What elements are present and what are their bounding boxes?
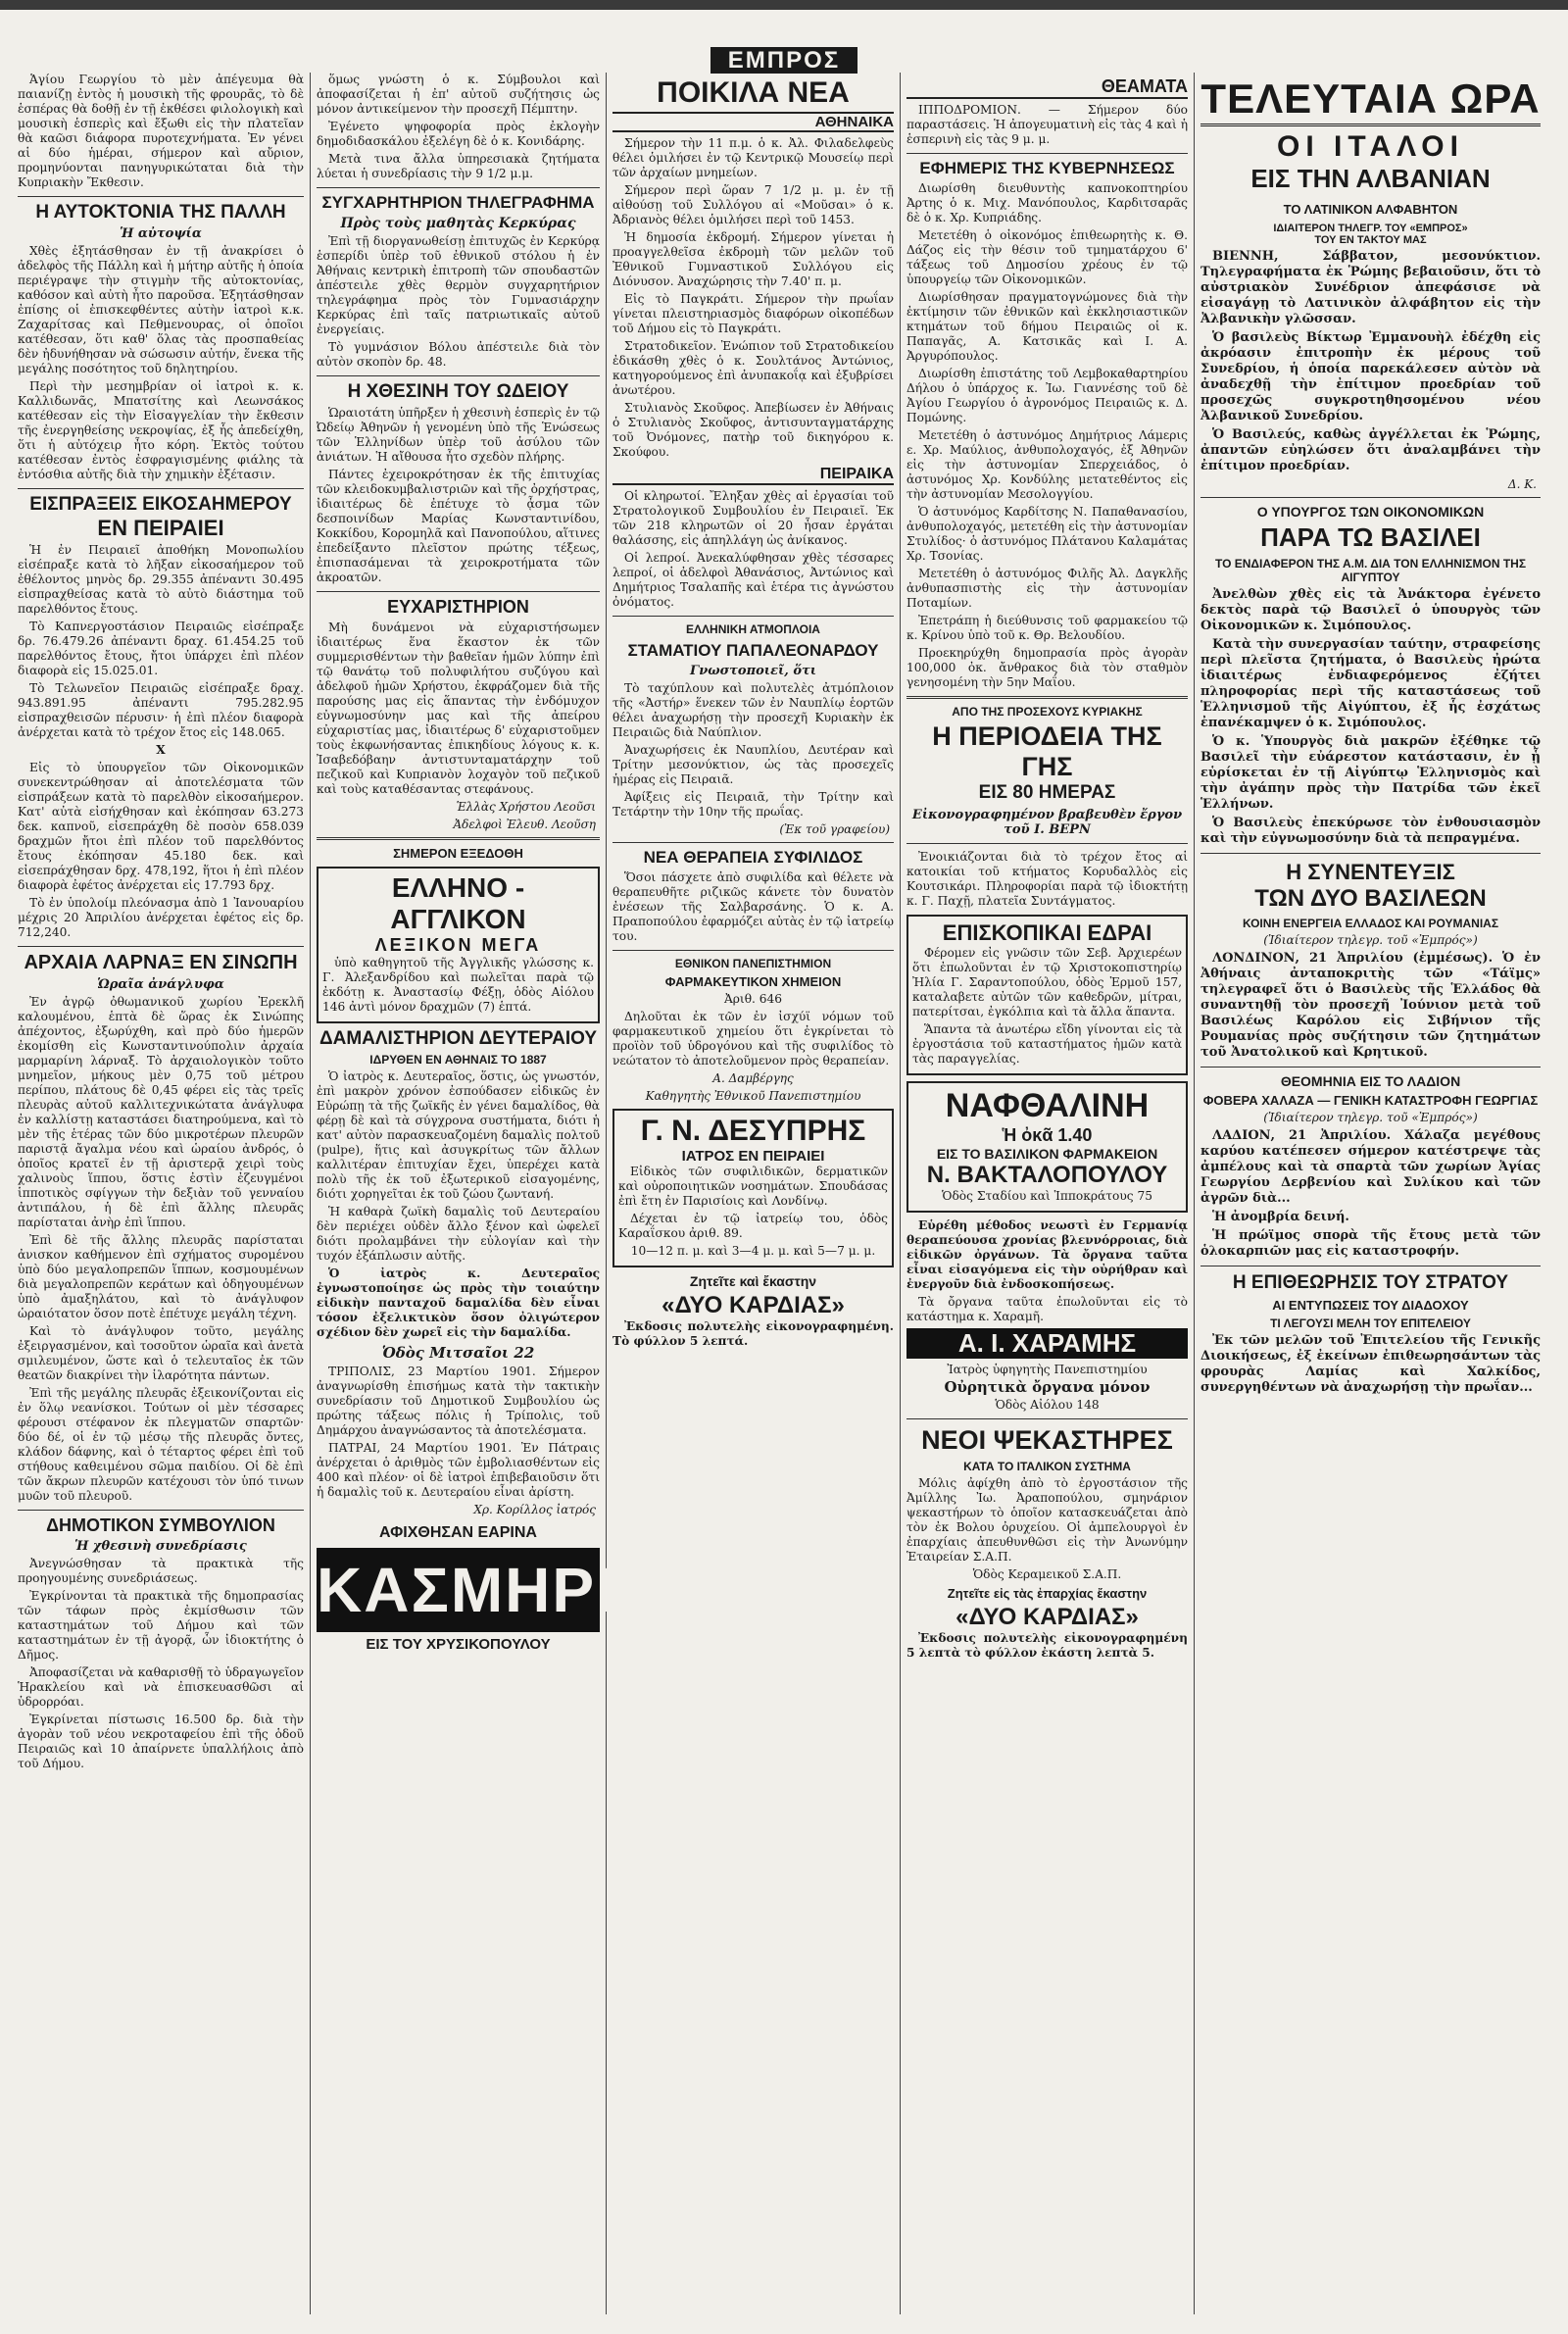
headline: ΔΑΜΑΛΙΣΤΗΡΙΟΝ ΔΕΥΤΕΡΑΙΟΥ bbox=[318, 1027, 598, 1049]
signature: Α. Δαμβέργης bbox=[712, 1070, 794, 1085]
ad-text: Οὐρητικὰ ὄργανα μόνον bbox=[944, 1377, 1151, 1396]
headline: ΦΑΡΜΑΚΕΥΤΙΚΟΝ ΧΗΜΕΙΟΝ bbox=[664, 973, 842, 989]
article-paragraph: Ὁ βασιλεὺς Βίκτωρ Ἐμμανουὴλ ἐδέχθη εἰς ἀκρόασιν ἐπιτροπὴν ἐκ μέρους τοῦ Συνεδρίου, ἡ ὁποία παρεκάλεσεν αὐτὸν νὰ ἀναδεχθῇ τὴν ἐπίτιμον προεδρίαν τοῦ προσεχῶς συγκροτηθησομένου νέου Ἀλβανικοῦ Συνεδρίου. bbox=[1200, 330, 1541, 423]
signature: Καθηγητὴς Ἐθνικοῦ Πανεπιστημίου bbox=[645, 1088, 861, 1103]
article-paragraph: Περὶ τὴν μεσημβρίαν οἱ ἰατροὶ κ. κ. Καλλιδωνᾶς, Μπατσίτης καὶ Λεωνσάκος κατέθεσαν εἰς τὴν Εἰσαγγελίαν τὴν ἔκθεσιν τῆς ἐνεργηθείσης νεκροψίας, ἐξ ἧς ἀπεδείχθη, ὅτι ἡ αὐτόχειρ ἦτο κόρη. Ἐκτὸς τούτου κατέθεσαν ἐντὸς ἐσφραγισμένης φιάλης τὰ ἐντόσθια αὐτῆς διὰ τὴν χημικὴν ἐξέτασιν. bbox=[18, 378, 304, 481]
ad-text: ὑπὸ καθηγητοῦ τῆς Ἀγγλικῆς γλώσσης κ. Γ. Ἀλεξανδρίδου καὶ πωλεῖται παρὰ τῷ ἐκδότῃ κ. Ἀναστασίῳ Φέξῃ, ὁδὸς Αἰόλου 146 ἀντὶ μόνον δραχμῶν (7) ἑπτά. bbox=[322, 955, 594, 1014]
article-paragraph: Εὑρέθη μέθοδος νεωστὶ ἐν Γερμανίᾳ θεραπεύουσα χρονίας βλεννόρροιας, διὰ εἰδικῶν ὀργάνων. Τὰ ὄργανα ταῦτα εἶναι εἰσαγόμενα εἰς τὴν οὐρήθραν καὶ ἐνεργοῦν διὰ ἐνδοσκοπήσεως. bbox=[906, 1217, 1188, 1291]
address-line: Ὁδὸς Μιτσαῖοι 22 bbox=[381, 1343, 535, 1362]
article-paragraph: Καὶ τὸ ἀνάγλυφον τοῦτο, μεγάλης ἐξειργασμένον, καὶ τοσοῦτον ὡραῖα καὶ ἀνετὰ σμιλευμένον, ὥστε καὶ ὁ τελευταῖος ἐκ τῶν θεατῶν διακρίνει τὴν ἱλαρότητα πάντων. bbox=[18, 1323, 304, 1382]
article-paragraph: Ὅσοι πάσχετε ἀπὸ συφιλίδα καὶ θέλετε νὰ θεραπευθῆτε ριζικῶς κάνετε τὸν δυνατὸν ἐνέσεων τῆς Σαλβαρσάνης. Ὁ κ. Α. Πραποπούλου ἐφαρμόζει αὐτὰς ἐν τῷ ἰατρείῳ του. bbox=[612, 869, 894, 943]
article-paragraph: Κατὰ τὴν συνεργασίαν ταύτην, στραφείσης περὶ πλεῖστα ζητήματα, ὁ Βασιλεὺς ἠρώτα ἰδιαιτέρως ἐνδιαφερόμενος ἐζήτει πληροφορίας περὶ τῆς καταστάσεως τοῦ Ἑλληνισμοῦ τῆς Αἰγύπτου, ἐξ ἧς ἐσχάτως ἐπανέκαμψεν ὁ κ. Σιμόπουλος. bbox=[1200, 637, 1541, 730]
article-paragraph: Ἐνοικιάζονται διὰ τὸ τρέχον ἔτος αἱ κατοικίαι τοῦ κτήματος Κορυδαλλὸς εἰς Κουτσικάρι. Πληροφορίαι παρὰ τῷ ἰδιοκτήτῃ κ. Γ. Παχῇ, πλατεῖα Συντάγματος. bbox=[906, 849, 1188, 908]
subheadline: Πρὸς τοὺς μαθητὰς Κερκύρας bbox=[340, 215, 576, 231]
article-paragraph: Τὸ γυμνάσιον Βόλου ἀπέστειλε διὰ τὸν αὐτὸν σκοπὸν δρ. 48. bbox=[317, 339, 600, 369]
article-paragraph: Ἀνελθὼν χθὲς εἰς τὰ Ἀνάκτορα ἐγένετο δεκτὸς παρὰ τῷ Βασιλεῖ ὁ ὑπουργὸς τῶν Οἰκονομικῶν κ. Σιμόπουλος. bbox=[1200, 587, 1541, 633]
headline: ΕΘΝΙΚΟΝ ΠΑΝΕΠΙΣΤΗΜΙΟΝ bbox=[674, 956, 832, 970]
naphthalene-ad bbox=[906, 1081, 1188, 1213]
subheadline: ΦΟΒΕΡΑ ΧΑΛΑΖΑ — ΓΕΝΙΚΗ ΚΑΤΑΣΤΡΟΦΗ ΓΕΩΡΓΙΑΣ bbox=[1202, 1093, 1539, 1108]
subheadline: ΑΙ ΕΝΤΥΠΩΣΕΙΣ ΤΟΥ ΔΙΑΔΟΧΟΥ bbox=[1272, 1298, 1469, 1313]
column-5 bbox=[1195, 73, 1546, 2314]
ad-header: ΣΗΜΕΡΟΝ ΕΞΕΔΟΘΗ bbox=[393, 845, 523, 861]
headline: Η ΕΠΙΘΕΩΡΗΣΙΣ ΤΟΥ ΣΤΡΑΤΟΥ bbox=[1232, 1272, 1509, 1293]
article-paragraph: Ἐγκρίνεται πίστωσις 16.500 δρ. διὰ τὴν ἀγορὰν τοῦ νέου νεκροταφείου ἐπὶ τῆς ὁδοῦ Πειραιῶς καὶ 10 ἀπαίρνετε ὑπαλλήλοις ἀπὸ τοῦ Δήμου. bbox=[18, 1712, 304, 1770]
subheadline: ΤΙ ΛΕΓΟΥΣΙ ΜΕΛΗ ΤΟΥ ΕΠΙΤΕΛΕΙΟΥ bbox=[1270, 1316, 1471, 1330]
episcopal-ad bbox=[906, 915, 1188, 1075]
article-paragraph: Ἡ καθαρὰ ζωϊκὴ δαμαλὶς τοῦ Δευτεραίου δὲν περιέχει οὐδὲν ἄλλο ξένον καὶ ὠφελεῖ διότι προλαμβάνει τὴν εὐλογίαν καὶ τὴν τυχόν ἐξάπλωσιν αὐτῆς. bbox=[317, 1204, 600, 1263]
ad-title: Η ΠΕΡΙΟΔΕΙΑ ΤΗΣ ΓΗΣ bbox=[932, 720, 1162, 781]
signature: (Ἐκ τοῦ γραφείου) bbox=[779, 821, 890, 836]
section-title: ΘΕΑΜΑΤΑ bbox=[906, 76, 1188, 99]
headline: ΣΥΓΧΑΡΗΤΗΡΙΟΝ ΤΗΛΕΓΡΑΦΗΜΑ bbox=[321, 193, 595, 212]
ad-title: Γ. Ν. ΔΕΣΥΠΡΗΣ bbox=[640, 1114, 866, 1147]
article-paragraph: ΙΠΠΟΔΡΟΜΙΟΝ. — Σήμερον δύο παραστάσεις. Ἡ ἀπογευματινὴ εἰς τὰς 4 καὶ ἡ ἑσπερινὴ εἰς τὰς 9 μ. μ. bbox=[906, 103, 1188, 146]
article-paragraph: Δηλοῦται ἐκ τῶν ἐν ἰσχύϊ νόμων τοῦ φαρμακευτικοῦ χημείου ὅτι ἐγκρίνεται τὸ προϊὸν τοῦ ὑδρογόνου καὶ τῆς συφιλίδος τὸ νεώτατον τὸ ἀποτελοῦμενον πρὸς θεραπείαν. bbox=[612, 1009, 894, 1068]
article-paragraph: Διωρίσθη διευθυντὴς καπνοκοπτηρίου Ἀρτης ὁ κ. Μιχ. Μανόπουλος, Καρδιτσαρᾶς δὲ ὁ κ. Χρ. Κυπριάδης. bbox=[906, 180, 1188, 224]
article-paragraph: Τὸ Καπνεργοστάσιον Πειραιῶς εἰσέπραξε δρ. 76.479.26 ἀπέναντι δραχ. 61.454.25 τοῦ παρελθόντος ἔτους, ἤτοι ὑπάρχει ἐπὶ πλέον διαφορὰ εἰς 15.025.01. bbox=[18, 619, 304, 677]
telegram-header: ΤΟΥ ΕΝ ΤΑΚΤΟΥ ΜΑΣ bbox=[1314, 234, 1427, 246]
column-1 bbox=[12, 73, 311, 2314]
ad-title: Α. Ι. ΧΑΡΑΜΗΣ bbox=[906, 1328, 1188, 1359]
article-paragraph: Ἐπὶ δὲ τῆς ἄλλης πλευρᾶς παρίσταται ἀνισκον καθήμενον ἐπὶ σχήματος συρομένου ὑπὸ δύο μεγαλοπρεπῶν ἵππων, κοσμουμένων διὰ μεγαλοπρεπῶν κεράτων καὶ ὁδηγουμένων ὑπὸ ἀμαξηλάτου, καὶ τὸ ἀνάγλυφον ὡραιότατον ὅσον ποτὲ ἐπέτυχε μεγάλη τέχνη. bbox=[18, 1232, 304, 1320]
headline: ΕΛΛΗΝΙΚΗ ΑΤΜΟΠΛΟΙΑ bbox=[686, 622, 820, 636]
ad-title: ΕΛΛΗΝΟ - ΑΓΓΛΙΚΟΝ bbox=[390, 871, 526, 934]
article-paragraph: Μετετέθη ὁ ἀστυνόμος Δημήτριος Λάμερις ε. Χρ. Μαύλιος, ἀνθυπολοχαγός, ἐξ Ἀθηνῶν εἰς τὴν ἀστυνομίαν Σπερχειάδος, ὁ ἀστυνόμος Χρ. Κονδύλης μετατεθέντος εἰς τὴν ἀστυνομίαν Μεσολογγίου. bbox=[906, 427, 1188, 501]
article-paragraph: Ἀνεγνώσθησαν τὰ πρακτικὰ τῆς προηγουμένης συνεδριάσεως. bbox=[18, 1556, 304, 1585]
ad-text: Εἰδικὸς τῶν συφιλιδικῶν, δερματικῶν καὶ οὐροποιητικῶν νοσημάτων. Σπουδάσας ἐπὶ ἔτη ἐν Παρισίοις καὶ Λονδίνῳ. bbox=[618, 1164, 888, 1208]
ad-title: ΕΠΙΣΚΟΠΙΚΑΙ ΕΔΡΑΙ bbox=[942, 919, 1152, 945]
ad-text: Ὁδὸς Αἰόλου 148 bbox=[995, 1397, 1100, 1412]
article-paragraph: Ἐγένετο ψηφοφορία πρὸς ἐκλογὴν δημοδιδασκάλου ἐξελέγη δὲ ὁ κ. Κονιδάρης. bbox=[317, 120, 600, 148]
ad-header: ΑΠΟ ΤΗΣ ΠΡΟΣΕΧΟΥΣ ΚΥΡΙΑΚΗΣ bbox=[952, 704, 1143, 719]
signature: Δ. Κ. bbox=[1507, 477, 1537, 491]
ad-header: Ζητεῖτε εἰς τὰς ἐπαρχίας ἔκαστην bbox=[947, 1585, 1148, 1601]
article-paragraph: Διωρίσθησαν πραγματογνώμονες διὰ τὴν ἐκτίμησιν τῶν ἐθνικῶν καὶ ἐκκλησιαστικῶν κτημάτων τοῦ δήμου Πειραιῶς οἱ κ. Παπαγᾶς, Α. Κατσικᾶς καὶ Ι. Α. Ἀργυρόπουλος. bbox=[906, 289, 1188, 363]
article-paragraph: Ἀφίξεις εἰς Πειραιᾶ, τὴν Τρίτην καὶ Τετάρτην τὴν 10ην τῆς πρωΐας. bbox=[612, 789, 894, 819]
article-paragraph: Μετὰ τινα ἄλλα ὑπηρεσιακὰ ζητήματα λύεται ἡ συνεδρίασις τὴν 9 1/2 μ.μ. bbox=[317, 152, 600, 180]
ad-title: «ΔΥΟ ΚΑΡΔΙΑΣ» bbox=[956, 1603, 1139, 1630]
article-paragraph: Προεκηρύχθη δημοπρασία πρὸς ἀγορὰν 100,000 ὀκ. ἄνθρακος διὰ τὸν σταθμὸν γενησομένη τὴν 5ην Μαΐου. bbox=[906, 645, 1188, 689]
ad-text: Ἐκδοσις πολυτελὴς εἰκονογραφημένη 5 λεπτὰ τὸ φύλλον ἐκάστη λεπτὰ 5. bbox=[906, 1630, 1188, 1660]
article-paragraph: Ὁ Βασιλεύς, καθὼς ἀγγέλλεται ἐκ Ῥώμης, ἀπαντῶν εὐηλώσεν ὅτι ἀναλαμβάνει τὴν ἐπίτιμον προεδρίαν. bbox=[1200, 427, 1541, 473]
ad-text: Ἅπαντα τὰ ἀνωτέρω εἴδη γίνονται εἰς τὰ ἐργοστάσια τοῦ καταστήματος ἡμῶν κατὰ τὰς παραγγελίας. bbox=[912, 1021, 1182, 1066]
ad-text: Ὁδὸς Κεραμεικοῦ Σ.Α.Π. bbox=[972, 1566, 1122, 1581]
headline: ΤΩΝ ΔΥΟ ΒΑΣΙΛΕΩΝ bbox=[1254, 885, 1487, 912]
signature: Χρ. Κορίλλος ἰατρός bbox=[473, 1502, 596, 1516]
section-subtitle: ΠΕΙΡΑΙΚΑ bbox=[612, 466, 894, 485]
ad-text: Δέχεται ἐν τῷ ἰατρείῳ του, ὁδὸς Καραΐσκου ἀριθ. 89. bbox=[618, 1211, 888, 1240]
article-paragraph: Οἱ κληρωτοί. Ἔληξαν χθὲς αἱ ἐργασίαι τοῦ Στρατολογικοῦ Συμβουλίου ἐν Πειραιεῖ. Ἐκ τῶν 218 κληρωτῶν οἱ 20 ἦσαν ἐργάται θαλάσσης, εἰς ἀπηλλάγη ὡς ἀνίκανος. bbox=[612, 489, 894, 547]
headline: ΕΙΣΠΡΑΞΕΙΣ ΕΙΚΟΣΑΗΜΕΡΟΥ bbox=[29, 493, 292, 515]
article-paragraph: Ὁ ἰατρὸς κ. Δευτεραῖος ἐγνωστοποίησε ὡς πρὸς τὴν τοιαύτην εἰδικὴν πανταχοῦ δαμαλίδα δὲν εἶναι τόσον ἐξελικτικὸν ὅσον ὀλιγώτερον σχέδιον δὲν χωρεῖ εἰς τὴν δαμαλίδα. bbox=[317, 1266, 600, 1339]
doctor-ad bbox=[612, 1109, 894, 1267]
article-paragraph: Ἡ πρώϊμος σπορὰ τῆς ἔτους μετὰ τῶν ὁλοκαρπιῶν μας εἰς καταστροφήν. bbox=[1200, 1228, 1541, 1259]
article-paragraph: Στυλιανὸς Σκοῦφος. Ἀπεβίωσεν ἐν Ἀθήναις ὁ Στυλιανὸς Σκοῦφος, ἀντισυνταγματάρχης τοῦ Ὀνόμονες, πατὴρ τοῦ δικηγόρου κ. Σκούφου. bbox=[612, 401, 894, 459]
section-title: ΠΟΙΚΙΛΑ ΝΕΑ bbox=[657, 76, 850, 109]
subheadline: ΚΟΙΝΗ ΕΝΕΡΓΕΙΑ ΕΛΛΑΔΟΣ ΚΑΙ ΡΟΥΜΑΝΙΑΣ bbox=[1242, 917, 1499, 930]
article-paragraph: Ἐκ τῶν μελῶν τοῦ Ἐπιτελείου τῆς Γενικῆς Διοικήσεως, ἐξ ἐκείνων ἐπιθεωρησάντων τὰς φρουρὰς Λαμίας καὶ Χαλκίδος, συνεργηθέντων νὰ ἀναχωρήσῃ τὴν πρωΐαν... bbox=[1200, 1333, 1541, 1395]
section-title: ΤΕΛΕΥΤΑΙΑ ΩΡΑ bbox=[1200, 78, 1541, 126]
article-paragraph: Εἰς τὸ Παγκράτι. Σήμερον τὴν πρωΐαν γίνεται πλειστηριασμὸς διαφόρων οἰκοπέδων τοῦ Δήμου εἰς τὸ Παγκράτι. bbox=[612, 292, 894, 335]
article-paragraph: Ἐν ἀγρῷ ὀθωμανικοῦ χωρίου Ἐρεκλῆ καλουμένου, ἑπτὰ δὲ ὥρας ἐκ Σινώπης ἀπέχοντος, ἐξωρύχθη, καὶ πρὸ δύο ἡμερῶν ἐκομίσθη εἰς Κωνσταντινούπολιν ἀρχαία μαρμαρίνη λάρναξ. Τὸ ἀρχαιολογικὸν τοῦτο μνημεῖον, μήκους μὲν 0,75 τοῦ μέτρου περίπου, πλάτους δὲ 0,45 φέρει εἰς τὰς τρεῖς πλευρὰς αὐτοῦ καλλιτεχνικώτατα ἀνάγλυφα ἐν καλλίστῃ καταστάσει διατηρούμενα, καὶ τὸ μὲν τῆς ἑτέρας τῶν δύο μικροτέρων πλευρῶν παριστᾷ ἄγαλμα νέου καὶ ὡραίου ἀνδρός, ὁ ὁποῖος κρατεῖ ἐν τῇ ἀριστερᾷ χειρὶ τοὺς χαλινοὺς ἵππου, ὅστις ἐστὶν ἐζευγμένοι ἱπποτικὸς σφίγγων τὴν δεξιὰν τοῦ γενναίου ἀντιπάλου, ἡ δὲ ἐπὶ ἄλλης πλευρᾶς παρίσταται ἀνὴρ ἐπὶ ἵππου. bbox=[18, 994, 304, 1229]
ad-title: ΝΑΦΘΑΛΙΝΗ bbox=[945, 1086, 1150, 1124]
ad-title: ΝΕΟΙ ΨΕΚΑΣΤΗΡΕΣ bbox=[921, 1424, 1173, 1455]
article-paragraph: Οἱ λεπροί. Ἀνεκαλύφθησαν χθὲς τέσσαρες λεπροί, οἱ ἀδελφοὶ Ἀθανάσιος, Ἀντώνιος καὶ Δημήτριος Τσαλαπῆς καὶ ἑτέρα τις ἀγνώστου ὀνόματος. bbox=[612, 551, 894, 609]
signature: Ἀδελφοὶ Ἐλευθ. Λεοῦση bbox=[453, 817, 596, 831]
ad-header: ΑΦΙΧΘΗΣΑΝ ΕΑΡΙΝΑ bbox=[379, 1523, 537, 1541]
subheadline: ΤΟ ΛΑΤΙΝΙΚΟΝ ΑΛΦΑΒΗΤΟΝ bbox=[1283, 202, 1458, 217]
headline: Η ΑΥΤΟΚΤΟΝΙΑ ΤΗΣ ΠΑΛΛΗ bbox=[35, 202, 286, 223]
ad-subtitle: ΕΙΣ ΤΟ ΒΑΣΙΛΙΚΟΝ ΦΑΡΜΑΚΕΙΟΝ bbox=[936, 1145, 1158, 1162]
article-paragraph: Ὡραιοτάτη ὑπῆρξεν ἡ χθεσινὴ ἑσπερὶς ἐν τῷ Ὠδείῳ Ἀθηνῶν ἡ γενομένη ὑπὸ τῆς Ἑνώσεως τῶν Ἑλληνίδων ὑπὲρ τοῦ ἀσύλου τῶν ἀνιάτων. Ἡ αἴθουσα ἦτο σχεδὸν πλήρης. bbox=[317, 405, 600, 464]
ad-text: Ἐκδοσις πολυτελὴς εἰκονογραφημένη. Τὸ φύλλον 5 λεπτά. bbox=[612, 1318, 894, 1348]
ad-price: Ἡ ὀκᾶ 1.40 bbox=[1002, 1124, 1093, 1145]
headline: ΑΡΧΑΙΑ ΛΑΡΝΑΞ ΕΝ ΣΙΝΩΠΗ bbox=[24, 951, 298, 973]
article-paragraph: Τὸ Τελωνεῖον Πειραιῶς εἰσέπραξε δραχ. 943.891.95 ἀπέναντι 795.282.95 εἰσπραχθεισῶν πέρυσιν· ἡ ἐπὶ πλέον διαφορὰ ἀνέρχεται κατὰ τὸ τρέχον ἔτος εἰς 148.065. bbox=[18, 680, 304, 739]
headline: ΕΥΧΑΡΙΣΤΗΡΙΟΝ bbox=[387, 596, 529, 617]
telegram-note: (Ἰδιαίτερον τηλεγρ. τοῦ «Ἐμπρός») bbox=[1263, 1111, 1478, 1124]
ad-subtitle: ΙΑΤΡΟΣ ΕΝ ΠΕΙΡΑΙΕΙ bbox=[681, 1147, 825, 1165]
top-border bbox=[0, 0, 1568, 10]
article-paragraph: Ἡ ἐν Πειραιεῖ ἀποθήκη Μονοπωλίου εἰσέπραξε κατὰ τὸ λῆξαν εἰκοσαήμερον τοῦ ἐθέλοντος μηνὸς δρ. 29.355 ἀπέναντι 30.495 εἰσπραχθείσας κατὰ τὸ αὐτὸ διάστημα τοῦ παρελθόντος ἔτους. bbox=[18, 542, 304, 616]
article-paragraph: ΒΙΕΝΝΗ, Σάββατον, μεσονύκτιον. Τηλεγραφήματα ἐκ Ῥώμης βεβαιοῦσιν, ὅτι τὸ αὐστριακὸν Συνέδριον ἀπεφάσισε νὰ εἰσαγάγῃ τὸ Λατινικὸν ἀλφάβητον εἰς τὴν Ἀλβανικὴν γλῶσσαν. bbox=[1200, 249, 1541, 326]
ad-subtitle: ΕΙΣ 80 ΗΜΕΡΑΣ bbox=[978, 781, 1116, 803]
signature: Ἑλλὰς Χρήστου Λεοῦσι bbox=[456, 799, 596, 814]
headline: ΠΑΡΑ ΤΩ ΒΑΣΙΛΕΙ bbox=[1260, 522, 1481, 552]
headline: ΣΤΑΜΑΤΙΟΥ ΠΑΠΑΛΕΟΝΑΡΔΟΥ bbox=[627, 641, 879, 660]
ad-text: Ὁδὸς Σταδίου καὶ Ἱπποκράτους 75 bbox=[942, 1188, 1152, 1203]
column-2 bbox=[311, 73, 663, 2314]
article-paragraph: Ἁγίου Γεωργίου τὸ μὲν ἀπέγευμα θὰ παιανίζῃ ἐντὸς ἡ μουσικὴ τῆς φρουρᾶς, τὸ δὲ ἑσπέρας θὰ δοθῇ ἐν τῇ ἐκθέσει φιλολογικὴ καὶ μουσικὴ ἑσπερὶς καὶ ἔξωθι εἰς τὴν πλατεῖαν θὰ καῶσι διάφορα πυροτεχνήματα. Ἐν γένει αἱ δύο ἡμέραι, σήμερον καὶ αὔριον, προμηνύονται πανηγυρικώταται διὰ τὴν Κυπριακὴν Ἔκθεσιν. bbox=[18, 73, 304, 189]
article-paragraph: Μετετέθη ὁ ἀστυνόμος Φιλῆς Ἀλ. Δαγκλῆς ἀνθυπασπιστὴς εἰς τὴν ἀστυνομίαν Ποταμίων. bbox=[906, 566, 1188, 610]
headline: ΕΝ ΠΕΙΡΑΙΕΙ bbox=[97, 515, 224, 540]
article-paragraph: ΛΟΝΔΙΝΟΝ, 21 Ἀπριλίου (ἐμμέσως). Ὁ ἐν Ἀθήναις ἀνταποκριτὴς τῶν «Τάϊμς» τηλεγραφεῖ ὅτι ὁ Βασιλεὺς τῆς Ἑλλάδος θὰ συναντηθῇ τὸν προσεχῆ Ἰούνιον μετὰ τοῦ Βασιλέως Καρόλου εἰς Σιβήνιον τῆς Ρουμανίας πρὸς συζήτησιν τῶν ζητημάτων τοῦ Ἀνατολικοῦ καὶ Κρητικοῦ. bbox=[1200, 951, 1541, 1060]
article-paragraph: Ὁ κ. Ὑπουργὸς διὰ μακρῶν ἐξέθηκε τῷ Βασιλεῖ τὴν εὐάρεστον κατάστασιν, ἐν ᾗ εὑρίσκεται ἐν τῇ Αἰγύπτῳ Ἑλληνισμὸς καὶ τὴν ἀγάπην πρὸς τὴν Πατρίδα τῶν ἐκεῖ Ἑλλήνων. bbox=[1200, 734, 1541, 812]
reference-number: Ἀριθ. 646 bbox=[723, 991, 783, 1006]
headline: ΘΕΟΜΗΝΙΑ ΕΙΣ ΤΟ ΛΑΔΙΟΝ bbox=[1280, 1073, 1461, 1089]
ad-text: Φέρομεν εἰς γνῶσιν τῶν Σεβ. Ἀρχιερέων ὅτι ἐπωλοῦνται ἐν τῷ Χριστοκοπιστηρίῳ Ἠλία Γ. Σαραντοπούλου, ὁδὸς Ἑρμοῦ 157, καταλαβετε αὐτῶν τῶν καθεδρῶν, μίτραι, πατερίτσαι, ἐγκόλπια καὶ τὰ ἄλλα ἅπαντα. bbox=[912, 945, 1182, 1018]
ad-subtitle: Ν. ΒΑΚΤΑΛΟΠΟΥΛΟΥ bbox=[926, 1161, 1168, 1188]
article-paragraph: Διωρίσθη ἐπιστάτης τοῦ Λεμβοκαθαρτηρίου Δήλου ὁ ὑπάρχος κ. Ἰω. Γιαννέσης τοῦ δὲ Ἀγίου Γεωργίου ὁ ἀγρονόμος Πειραιῶς κ. Δ. Πομώνης. bbox=[906, 366, 1188, 424]
section-subtitle: ΑΘΗΝΑΙΚΑ bbox=[612, 112, 894, 132]
ad-text: Ἰατρὸς ὑφηγητὴς Πανεπιστημίου bbox=[947, 1362, 1148, 1376]
subheadline: Ἡ αὐτοψία bbox=[120, 225, 202, 241]
headline: Η ΣΥΝΕΝΤΕΥΞΙΣ bbox=[1286, 860, 1455, 884]
ad-subtitle: Εἰκονογραφημένον βραβευθὲν ἔργον τοῦ Ι. ΒΕΡΝ bbox=[911, 807, 1183, 837]
ad-header: Ζητεῖτε καὶ ἔκαστην bbox=[689, 1272, 817, 1289]
article-paragraph: Ἐπὶ τῇ διοργανωθείσῃ ἐπιτυχῶς ἐν Κερκύρᾳ ἑσπερίδι ὑπὲρ τοῦ ἐθνικοῦ στόλου ἡ ἐν Ἀθήναις κεντρικὴ ἐπιτροπὴ τῶν σπουδαστῶν ἀπέστειλε χθὲς θερμὸν συγχαρητήριον τηλεγράφημα πρὸς τὸν Γυμνασιάρχην Κερκύρας ἐπὶ ταῖς πατριωτικαῖς αὐτοῦ ἐνεργείαις. bbox=[317, 233, 600, 336]
subheadline: ΙΔΡΥΘΕΝ ΕΝ ΑΘΗΝΑΙΣ ΤΟ 1887 bbox=[369, 1052, 547, 1067]
article-paragraph: Εἰς τὸ ὑπουργεῖον τῶν Οἰκονομικῶν συνεκεντρώθησαν αἱ ἀποτελέσματα τῶν εἰσπράξεων κατὰ τὸ παρελθὸν εἰκοσαήμερον. Κατ' αὐτὰ εἰσήχθησαν καὶ ἐκόπησαν 63.273 δεκ. καπνοῦ, εἰσεπράχθη δὲ ποσὸν 658.039 δραχμῶν ἤτοι ἐπὶ πλέον τοῦ παρελθόντος ἔτους ἐκόπησαν 45.180 δεκ. καὶ εἰσεπράχθησαν δρχ. 478,192, ἥτοι ἡ ἐπὶ πλέον διαφορὰ ἐφέτος ἀνέρχεται εἰς 17.793 δρχ. bbox=[18, 760, 304, 892]
article-paragraph: Ἀναχωρήσεις ἐκ Ναυπλίου, Δευτέραν καὶ Τρίτην μεσονύκτιον, ὡς τὰς προσεχεῖς ἡμέρας εἰς Πειραιᾶ. bbox=[612, 742, 894, 786]
subheadline: Ὡραῖα ἀνάγλυφα bbox=[97, 976, 224, 992]
article-paragraph: Τὸ ταχύπλουν καὶ πολυτελὲς ἀτμόπλοιον τῆς «Ἀστήρ» ἕνεκεν τῶν ἐν Ναυπλίῳ ἑορτῶν θέλει ἀναχωρήσῃ τὴν προσεχῆ Κυριακὴν ἐκ Πειραιῶς διὰ Ναύπλιον. bbox=[612, 680, 894, 739]
subheadline: ΤΟ ΕΝΔΙΑΦΕΡΟΝ ΤΗΣ Α.Μ. ΔΙΑ ΤΟΝ ΕΛΛΗΝΙΣΜΟΝ ΤΗΣ ΑΙΓΥΠΤΟΥ bbox=[1214, 557, 1527, 584]
headline: Ο ΥΠΟΥΡΓΟΣ ΤΩΝ ΟΙΚΟΝΟΜΙΚΩΝ bbox=[1256, 504, 1485, 520]
dictionary-ad bbox=[317, 867, 600, 1023]
kasmiria-ad: ΚΑΣΜΗΡΙΑ bbox=[317, 1548, 600, 1632]
separator-mark: Χ bbox=[156, 742, 166, 757]
article-paragraph: Τὸ ἐν ὑπολοίμ πλεόνασμα ἀπὸ 1 Ἰανουαρίου μέχρις 20 Ἀπριλίου ἀνέρχεται ἐφέτος εἰς δρ. 712,240. bbox=[18, 895, 304, 939]
article-paragraph: Ἡ δημοσία ἐκδρομή. Σήμερον γίνεται ἡ προαγγελθεῖσα ἐκδρομὴ τῶν μελῶν τοῦ Ἐθνικοῦ Γυμναστικοῦ Συλλόγου εἰς Διόνυσον. Ἀναχώρησις τὴν 7.40' π. μ. bbox=[612, 230, 894, 288]
ad-footer: ΕΙΣ ΤΟΥ ΧΡΥΣΙΚΟΠΟΥΛΟΥ bbox=[366, 1635, 551, 1653]
article-paragraph: Ὁ Βασιλεὺς ἐπεκύρωσε τὸν ἐνθουσιασμὸν καὶ τὴν εὐγνωμοσύνην διὰ τὰ πεπραγμένα. bbox=[1200, 816, 1541, 846]
column-3 bbox=[607, 73, 901, 2314]
ad-subtitle: ΛΕΞΙΚΟΝ ΜΕΓΑ bbox=[374, 934, 542, 955]
telegram-note: (Ἰδιαίτερον τηλεγρ. τοῦ «Ἐμπρός») bbox=[1263, 933, 1478, 947]
headline: ΝΕΑ ΘΕΡΑΠΕΙΑ ΣΥΦΙΛΙΔΟΣ bbox=[643, 847, 863, 867]
article-paragraph: Ἀποφασίζεται νὰ καθαρισθῇ τὸ ὑδραγωγεῖον Ἡρακλείου καὶ νὰ ἐπισκευασθῶσι αἱ ὑδρορρόαι. bbox=[18, 1664, 304, 1709]
column-4 bbox=[901, 73, 1195, 2314]
headline: ΟΙ ΙΤΑΛΟΙ bbox=[1277, 130, 1464, 163]
article-paragraph: Ὁ ἀστυνόμος Καρδίτσης Ν. Παπαθανασίου, ἀνθυπολοχαγός, μετετέθη εἰς τὴν ἀστυνομίαν Στυλίδος· ὁ ἀστυνόμος Πλάτανου Καλαμάτας Χρ. Τσονίας. bbox=[906, 504, 1188, 563]
article-paragraph: Χθὲς ἐξητάσθησαν ἐν τῇ ἀνακρίσει ὁ ἀδελφὸς τῆς Πάλλη καὶ ἡ μήτηρ αὐτῆς ἡ ὁποία περιέγραψε τὴν στιγμὴν τῆς αὐτοκτονίας, καθόσον καὶ αὐτὴ ἦτο παροῦσα. Ἐξητάσθησαν ἐπίσης οἱ ἐπισκεφθέντες αὐτὴν ἰατροὶ κ.κ. Ζαχαρίτσας καὶ Πεθμενουρας, οἱ ὁποῖοι κατέθεσαν, ὅτι καθ' ὅλας τὰς προσπαθείας δὲν ἠδυνήθησαν νὰ σώσωσιν αὐτήν, ἕνεκα τῆς μεγάλης ποσότητος τοῦ δηλητηρίου. bbox=[18, 243, 304, 375]
article-paragraph: Πάντες ἐχειροκρότησαν ἐκ τῆς ἐπιτυχίας τῶν κλειδοκυμβαλιστριῶν καὶ τῆς ὀρχήστρας, ἰδιαιτέρως δὲ ἐπέτυχε τὸ ᾆσμα τῶν δεσποινίδων Μαρίας Κωνσταντινίδου, Κοκκίδου, Κορομηλᾶ καὶ Πανοπούλου, αἵτινες ἐπεδείξαντο πλεῖστον πρώτης τέξεως, ἐπισπασάμεναι τὰ χειροκροτήματα τῶν ἀκροατῶν. bbox=[317, 467, 600, 584]
article-paragraph: Μὴ δυνάμενοι νὰ εὐχαριστήσωμεν ἰδιαιτέρως ἕνα ἕκαστον ἐκ τῶν συμμερισθέντων τὴν βαθεῖαν ἡμῶν λύπην ἐπὶ τῷ θανάτῳ τοῦ πολυφιλήτου συζύγου καὶ ἀδελφοῦ ἡμῶν Χρήστου, ἐκφράζομεν διὰ τῆς παρούσης μας εἰς ἅπαντας τὴν ἐνδόμυχον εὐγνωμοσύνην μας καὶ τῆς ἀπείρου εὐχαριστίας μας, ἰδιαιτέρως δ' εὐχαριστοῦμεν τοὺς ἐκφωνήσαντας ἐπικηδίους λόγους κ. κ. Ἰσαβεδόβαην ἀντιστυνταματάρχην τοῦ πεζικοῦ καὶ Κυπριανὸν λοχαγὸν τοῦ πεζικοῦ καὶ τοὺς καταθέσαντας στεφάνους. bbox=[317, 620, 600, 796]
article-paragraph: ΤΡΙΠΟΛΙΣ, 23 Μαρτίου 1901. Σήμερον ἀναγνωρίσθη ἐπισήμως κατὰ τὴν τακτικὴν συνεδρίασιν τοῦ Δημοτικοῦ Συμβουλίου ὡς πρώτης τάξεως πόλις ἡ Τρίπολις, τοῦ Δημάρχου ἀναγνώσαντος τὰ ἀποτελέσματα. bbox=[317, 1364, 600, 1437]
article-paragraph: Σήμερον τὴν 11 π.μ. ὁ κ. Ἀλ. Φιλαδελφεὺς θέλει ὁμιλήσει ἐν τῷ Κεντρικῷ Μουσείῳ περὶ τῶν ἀρχαίων μνημείων. bbox=[612, 136, 894, 179]
telegram-header: ΙΔΙΑΙΤΕΡΟΝ ΤΗΛΕΓΡ. ΤΟΥ «ΕΜΠΡΟΣ» bbox=[1273, 223, 1468, 234]
article-paragraph: Μετετέθη ὁ οἰκονόμος ἐπιθεωρητὴς κ. Θ. Δάζος εἰς τὴν θέσιν τοῦ τμηματάρχου 6' τάξεως τοῦ Δημοσίου χρέους ἐν τῷ ὑπουργείῳ τῶν Οἰκονομικῶν. bbox=[906, 227, 1188, 286]
article-paragraph: Ἐπετράπη ἡ διεύθυνσις τοῦ φαρμακείου τῷ κ. Κρίνου ὑπὸ τοῦ κ. Θρ. Βελουδίου. bbox=[906, 613, 1188, 642]
ad-title: «ΔΥΟ ΚΑΡΔΙΑΣ» bbox=[662, 1291, 845, 1318]
article-paragraph: Σήμερον περὶ ὥραν 7 1/2 μ. μ. ἐν τῇ αἰθούσῃ τοῦ Συλλόγου αἱ «Μοῦσαι» ὁ κ. Ἀδριανὸς θέλει ὁμιλήσει περὶ τοῦ 1453. bbox=[612, 183, 894, 226]
headline: ΕΦΗΜΕΡΙΣ ΤΗΣ ΚΥΒΕΡΝΗΣΕΩΣ bbox=[919, 159, 1175, 177]
article-paragraph: Ἐπὶ τῆς μεγάλης πλευρᾶς ἐξεικονίζονται εἰς ἐν ὅλῳ νεανίσκοι. Τούτων οἱ μὲν τέσσαρες φέρουσι στέφανον ἐκ πλεγματῶν σπαρτῶν· δύο δέ, οἱ ἐν τῷ μέσῳ τῆς πλευρᾶς ὄντες, κλάδον δάφνης, καὶ ὁ τέταρτος φέρει ἐπὶ τοῦ στήθους καθειμένου σῶμα παιδίου. Οἱ δὲ ἐπὶ τῶν ἄκρων πλευρῶν κατέχουσι τὸν ὑπό τινων μυῶν τοῦ πλευροῦ. bbox=[18, 1385, 304, 1503]
masthead: ΕΜΠΡΟΣ bbox=[0, 47, 1568, 74]
article-paragraph: ΛΑΔΙΟΝ, 21 Ἀπριλίου. Χάλαζα μεγέθους καρύου κατέπεσεν σήμερον κατέστρεψε τὰς ἀμπέλους καὶ τὰ σπαρτὰ τῶν χωρίων Ἀγίας Γεωργίου Δερβενίου καὶ Συλίκου καὶ τῶν ἀγρῶν διὰ... bbox=[1200, 1128, 1541, 1206]
subheadline: Γνωστοποιεῖ, ὅτι bbox=[689, 663, 817, 678]
ad-subtitle: ΚΑΤΑ ΤΟ ΙΤΑΛΙΚΟΝ ΣΥΣΤΗΜΑ bbox=[963, 1459, 1131, 1473]
headline: ΕΙΣ ΤΗΝ ΑΛΒΑΝΙΑΝ bbox=[1250, 164, 1491, 193]
article-paragraph: Στρατοδικεῖον. Ἐνώπιον τοῦ Στρατοδικείου ἐδικάσθη χθὲς ὁ κ. Σουλτάνος Ἀντώνιος, κατηγορούμενος ἐπὶ ἀνυπακοΐᾳ καὶ ἐξυβρίσει ἀνωτέρου. bbox=[612, 339, 894, 397]
headline: ΔΗΜΟΤΙΚΟΝ ΣΥΜΒΟΥΛΙΟΝ bbox=[46, 1515, 275, 1535]
article-paragraph: ΠΑΤΡΑΙ, 24 Μαρτίου 1901. Ἐν Πάτραις ἀνέρχεται ὁ ἀριθμὸς τῶν ἐμβολιασθέντων εἰς 400 καὶ πλέον· οἱ δὲ ἰατροὶ ἐπιβεβαιοῦσιν ὅτι ἡ δαμαλὶς τοῦ κ. Δευτεραίου εἶναι ἀρίστη. bbox=[317, 1440, 600, 1499]
article-paragraph: Ὁ ἰατρὸς κ. Δευτεραῖος, ὅστις, ὡς γνωστόν, ἐπὶ μακρὸν χρόνον ἐσπούδασεν εἰδικῶς ἐν Εὐρώπῃ τὰ τῆς ζωϊκῆς ἐν γένει δαμαλίδος, θὰ φέρῃ δὲ καὶ τὰ σύγχρονα συστήματα, διότι ἡ κατ' αὐτὸν παρασκευαζομένη δαμαλὶς πολτοῦ (pulpe), ἥτις καὶ ἀσυγκρίτως τῶν ἄλλων καλλιτέραν ἐπιτυχίαν ἔχει, ὑπερέχει κατὰ πολὺ τῆς ἐκ τοῦ ἐξωτερικοῦ εἰσαγομένης, διότι χορηγεῖται ἐκ τοῦ ζώου ζωντανή. bbox=[317, 1068, 600, 1201]
ad-text: 10—12 π. μ. καὶ 3—4 μ. μ. καὶ 5—7 μ. μ. bbox=[630, 1243, 876, 1258]
headline: Η ΧΘΕΣΙΝΗ ΤΟΥ ΩΔΕΙΟΥ bbox=[347, 380, 569, 402]
article-paragraph: Τὰ ὄργανα ταῦτα ἐπωλοῦνται εἰς τὸ κατάστημα κ. Χαραμῆ. bbox=[906, 1294, 1188, 1323]
article-paragraph: Ἡ ἀνομβρία δεινή. bbox=[1212, 1210, 1349, 1224]
newspaper-columns bbox=[12, 73, 1554, 2314]
article-paragraph: ὅμως γνώστη ὁ κ. Σύμβουλοι καὶ ἀποφασίζεται ἡ ἐπ' αὐτοῦ συζήτησις ὡς μόνον ἀντικείμενον τὴν προσεχῆ Πέμπτην. bbox=[317, 73, 600, 116]
article-paragraph: Ἐγκρίνονται τὰ πρακτικὰ τῆς δημοπρασίας τῶν τάφων πρὸς ἐκμίσθωσιν τῶν καταστημάτων τοῦ Δήμου καὶ τῶν καταστημάτων ἐν τῇ ἀγορᾷ, ὧν ἰδιοκτήτης ὁ Δῆμος. bbox=[18, 1588, 304, 1662]
subheadline: Ἡ χθεσινὴ συνεδρίασις bbox=[74, 1538, 247, 1554]
ad-text: Μόλις ἀφίχθη ἀπὸ τὸ ἐργοστάσιον τῆς Ἀμίλλης Ἰω. Ἀραποπούλου, σμηνάριον ψεκαστήρων τὸ ὁποῖον κατασκευάζεται ἀπὸ τὸν ἐκ Βολου ὀρυχείου. Οἱ ἀμπελουργοὶ ἐν ἐπαρχίαις ἀπευθυνθῶσι εἰς τὴν Ἀνωνύμην Ἑταιρείαν Σ.Α.Π. bbox=[906, 1475, 1188, 1564]
